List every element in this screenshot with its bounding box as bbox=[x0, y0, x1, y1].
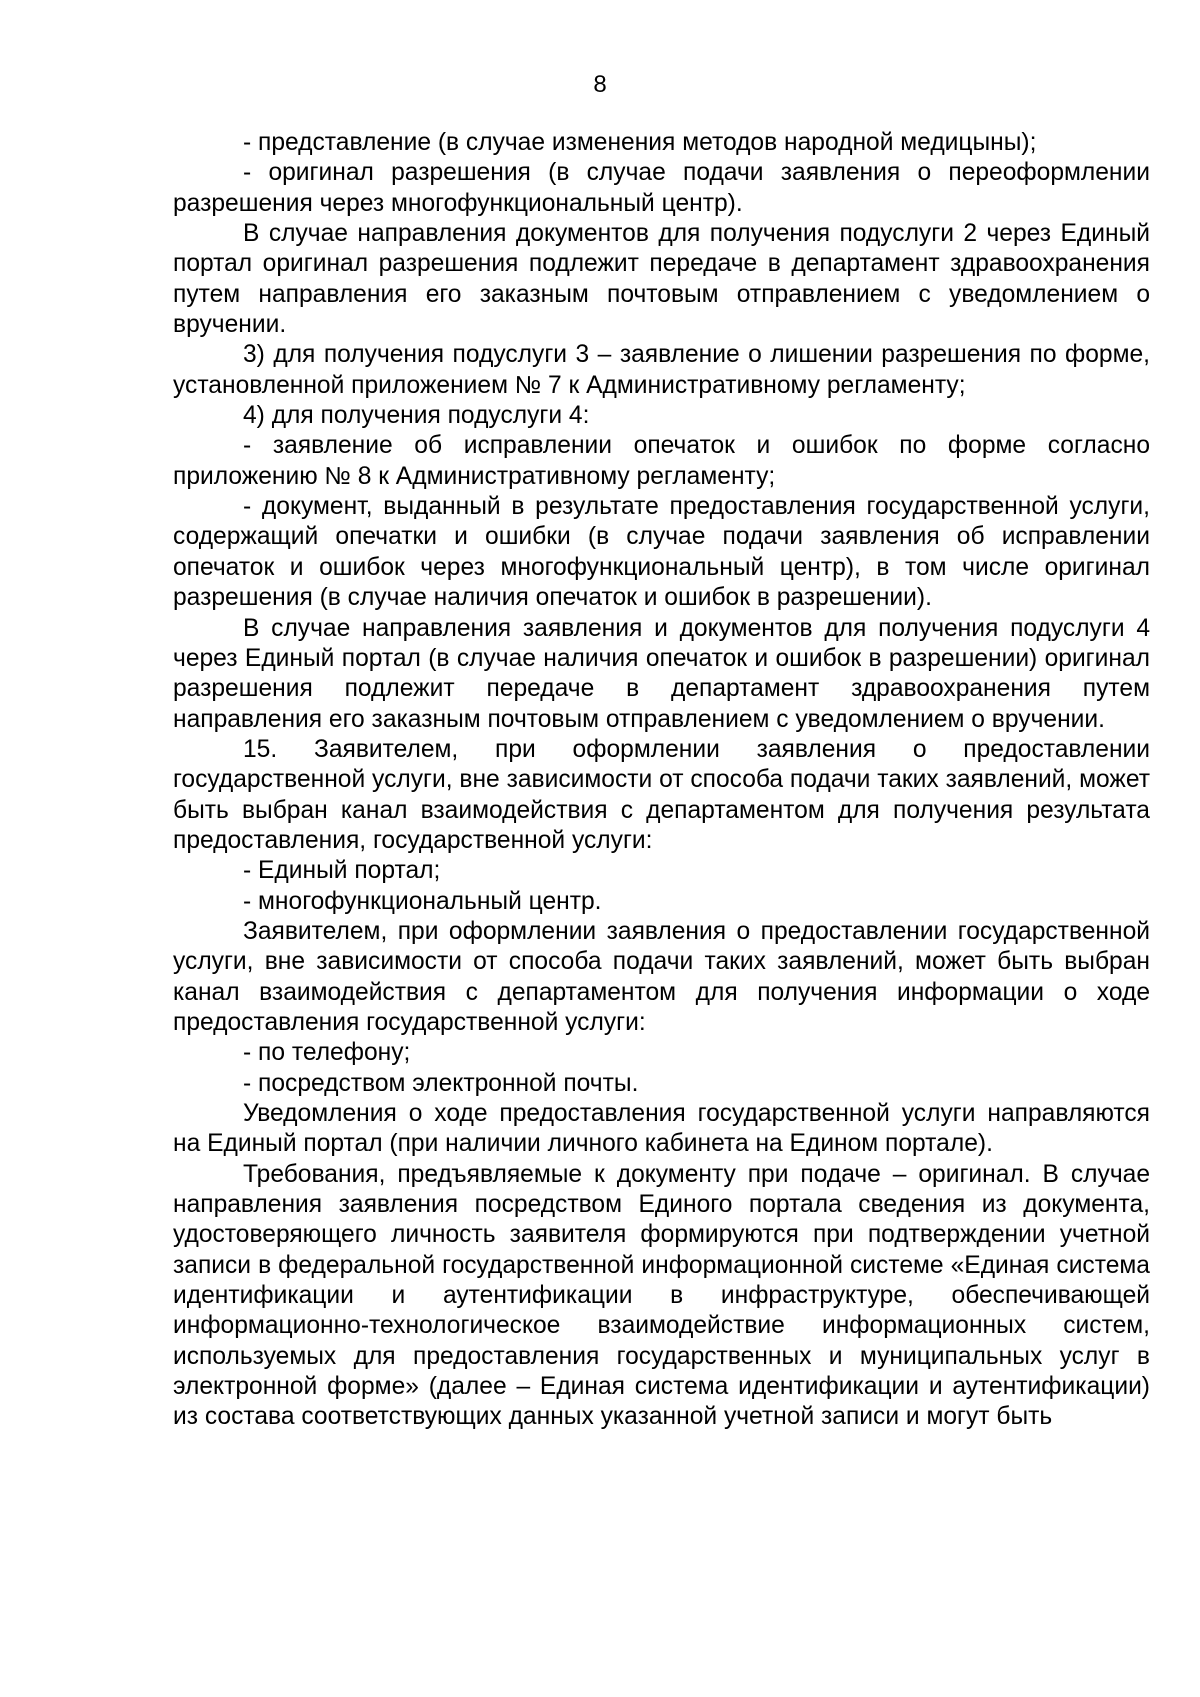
paragraph: 4) для получения подуслуги 4: bbox=[243, 402, 590, 430]
paragraph: - Единый портал; bbox=[243, 857, 441, 885]
paragraph: Требования, предъявляемые к документу при подаче – оригинал. В случае направления заявления посредством Единого портала сведения из документа, удостоверяющего личность заявителя формируются при подтверждении учетной записи в федеральной государственной информационной системе «Единая система идентификации и аутентификации в инфраструктуре, обеспечивающей информационно-технологическое взаимодействие информационных систем, используемых для предоставления государственных и муниципальных услуг в электронной форме» (далее – Единая система идентификации и аутентификации) из состава соответствующих данных указанной учетной записи и могут быть bbox=[173, 1160, 1150, 1431]
page-number: 8 bbox=[593, 71, 607, 98]
paragraph: - заявление об исправлении опечаток и ошибок по форме согласно приложению № 8 к Административному регламенту; bbox=[173, 432, 1150, 490]
paragraph: - оригинал разрешения (в случае подачи заявления о переоформлении разрешения через многофункциональный центр). bbox=[173, 159, 1150, 217]
paragraph: Заявителем, при оформлении заявления о предоставлении государственной услуги, вне зависимости от способа подачи таких заявлений, может быть выбран канал взаимодействия с департаментом для получения информации о ходе предоставления государственной услуги: bbox=[173, 917, 1150, 1036]
document-body bbox=[173, 128, 1150, 1433]
paragraph: Уведомления о ходе предоставления государственной услуги направляются на Единый портал (при наличии личного кабинета на Едином портале). bbox=[173, 1100, 1150, 1158]
paragraph: - многофункциональный центр. bbox=[243, 887, 602, 915]
paragraph: - документ, выданный в результате предоставления государственной услуги, содержащий опечатки и ошибки (в случае подачи заявления об исправлении опечаток и ошибок через многофункциональный центр), в том числе оригинал разрешения (в случае наличия опечаток и ошибок в разрешении). bbox=[173, 493, 1150, 612]
paragraph: - по телефону; bbox=[243, 1039, 411, 1067]
paragraph: В случае направления заявления и документов для получения подуслуги 4 через Единый портал (в случае наличия опечаток и ошибок в разрешении) оригинал разрешения подлежит передаче в департамент здравоохранения путем направления его заказным почтовым отправлением с уведомлением о вручении. bbox=[173, 614, 1150, 733]
paragraph: 15. Заявителем, при оформлении заявления о предоставлении государственной услуги, вне зависимости от способа подачи таких заявлений, может быть выбран канал взаимодействия с департаментом для получения результата предоставления, государственной услуги: bbox=[173, 735, 1150, 854]
paragraph: - посредством электронной почты. bbox=[243, 1069, 639, 1097]
paragraph: В случае направления документов для получения подуслуги 2 через Единый портал оригинал разрешения подлежит передаче в департамент здравоохранения путем направления его заказным почтовым отправлением с уведомлением о вручении. bbox=[173, 220, 1150, 339]
paragraph: - представление (в случае изменения методов народной медицыны); bbox=[243, 129, 1037, 156]
paragraph: 3) для получения подуслуги 3 – заявление о лишении разрешения по форме, установленной приложением № 7 к Административному регламенту; bbox=[173, 341, 1150, 399]
